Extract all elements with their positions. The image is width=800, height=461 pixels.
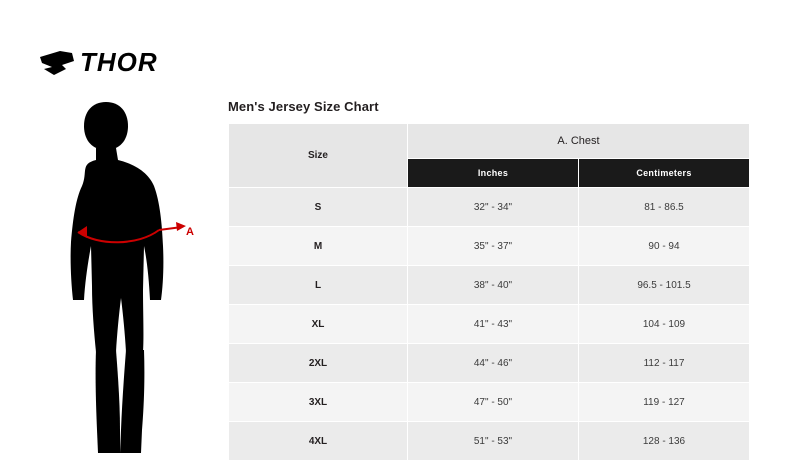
thor-logo — [38, 43, 188, 83]
cell-size: XL — [229, 305, 408, 344]
page-title: Men's Jersey Size Chart — [228, 99, 379, 114]
chest-measure-arrow-icon — [176, 222, 186, 231]
measure-point-label: A — [186, 226, 195, 238]
table-row — [229, 383, 750, 422]
cell-size: 4XL — [229, 422, 408, 461]
cell-inches: 51" - 53" — [408, 422, 579, 461]
cell-size: S — [229, 188, 408, 227]
cell-size: 2XL — [229, 344, 408, 383]
cell-size: M — [229, 227, 408, 266]
table-row — [229, 344, 750, 383]
cell-centimeters: 128 - 136 — [579, 422, 750, 461]
column-header-size: Size — [229, 124, 408, 188]
cell-centimeters: 90 - 94 — [579, 227, 750, 266]
column-header-centimeters: Centimeters — [579, 159, 750, 188]
model-silhouette — [30, 100, 205, 455]
cell-centimeters: 81 - 86.5 — [579, 188, 750, 227]
table-row — [229, 305, 750, 344]
male-torso-silhouette-icon — [71, 102, 164, 453]
cell-size: L — [229, 266, 408, 305]
column-header-chest: A. Chest — [408, 124, 750, 159]
column-header-inches: Inches — [408, 159, 579, 188]
table-row — [229, 266, 750, 305]
size-chart-table — [228, 123, 750, 461]
cell-inches: 47" - 50" — [408, 383, 579, 422]
cell-centimeters: 96.5 - 101.5 — [579, 266, 750, 305]
svg-text:THOR: THOR — [80, 47, 158, 77]
cell-centimeters: 119 - 127 — [579, 383, 750, 422]
cell-centimeters: 112 - 117 — [579, 344, 750, 383]
cell-inches: 32" - 34" — [408, 188, 579, 227]
cell-inches: 41" - 43" — [408, 305, 579, 344]
cell-centimeters: 104 - 109 — [579, 305, 750, 344]
table-row — [229, 188, 750, 227]
thor-helmet-icon — [38, 43, 188, 83]
cell-size: 3XL — [229, 383, 408, 422]
cell-inches: 44" - 46" — [408, 344, 579, 383]
table-row — [229, 227, 750, 266]
cell-inches: 35" - 37" — [408, 227, 579, 266]
cell-inches: 38" - 40" — [408, 266, 579, 305]
table-header-row — [229, 124, 750, 159]
